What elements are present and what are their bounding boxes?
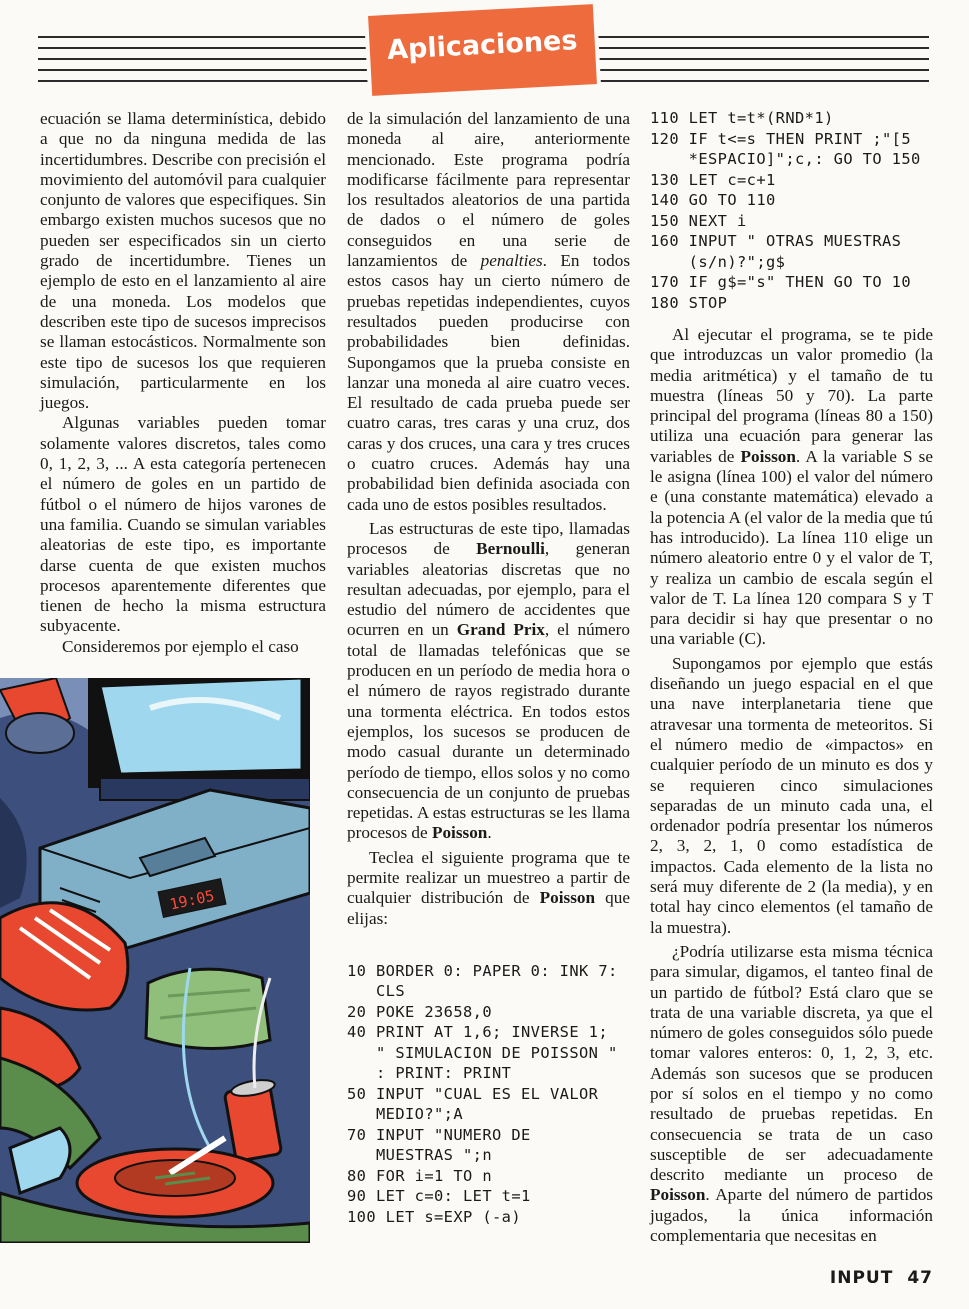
keyword: Poisson	[740, 446, 796, 466]
keyword: Poisson	[539, 888, 596, 908]
page-footer	[830, 1268, 933, 1288]
clock-digits: 19:05	[168, 886, 216, 914]
paragraph: ecuación se llama determinística, debido a que no da ninguna medida de las incertidumbres. Describe con precisión el movimiento del automóvil para cualquier conjunto de valores que especifiques. Sin embargo existen muchos sucesos que no pueden ser especificados sin un cierto grado de incertidumbre. Tienes un ejemplo de esto en el lanzamiento al aire de una moneda. Los modelos que describen este tipo de sucesos imprecisos se llaman estocásticos. Normalmente son este tipo de sucesos los que requieren simulación, particularmente en los juegos.	[40, 109, 326, 413]
keyword: Poisson	[431, 823, 488, 843]
paragraph: Algunas variables pueden tomar solamente valores discretos, tales como 0, 1, 2, 3, ... A esta categoría pertenecen el número de goles en un partido de fútbol o el número de hijos varones de una familia. Cuando se simulan variables aleatorias de este tipo, es importante darse cuenta de que existen muchos procesos aparentemente diferentes que tienen de hecho la misma estructura subyacente.	[40, 413, 326, 636]
keyword: Bernoulli	[476, 539, 545, 559]
paragraph: Al ejecutar el programa, se te pide que introduzcas un valor promedio (la media aritmética) y el tamaño de tu muestra (líneas 50 y 70). La parte principal del programa (líneas 80 a 150) utiliza una ecuación para generar las variables de Poisson. A la variable S se le asigna (línea 100) el valor del número e (una constante matemática) elevado a la potencia A (el valor de la media que tú has introducido). La línea 110 elige un número aleatorio entre 0 y el valor de T, y realiza un cambio de escala según el valor de T. La línea 120 compara S y T para decidir si hay que presentar o no una variable (C).	[650, 325, 933, 649]
basic-program-listing: 10 BORDER 0: PAPER 0: INK 7: CLS 20 POKE 23658,0 40 PRINT AT 1,6; INVERSE 1; " SIMULACION DE POISSON " : PRINT: PRINT 50 INPUT "CUAL ES EL VALOR MEDIO?";A 70 INPUT "NUMERO DE MUESTRAS ";n 80 FOR i=1 TO n 90 LET c=0: LET t=1 100 LET s=EXP (-a)	[347, 961, 618, 1226]
column-2	[347, 109, 630, 1227]
keyword: Poisson	[650, 1185, 706, 1205]
paragraph: Supongamos por ejemplo que estás diseñando un juego espacial en el que una nave interplanetaria tiene que atravesar una tormenta de meteoritos. Si el número medio de «impactos» en cualquier período de un minuto es dos y se requieren cinco simulaciones separadas de un minuto cada una, el ordenador podría presentar los números 2, 3, 2, 1, 0 como estadística de impactos. Cada elemento de la lista no será muy diferente de 2 (la media), y en total hay cinco elementos (el tamaño de la muestra).	[650, 653, 933, 937]
section-banner	[368, 4, 597, 96]
cartoon-illustration	[0, 678, 310, 1243]
section-title: Aplicaciones	[386, 25, 579, 66]
column-3	[650, 108, 933, 1246]
page-number: 47	[907, 1268, 933, 1288]
tv-screen	[100, 678, 302, 774]
paragraph: Las estructuras de este tipo, llamadas procesos de Bernoulli, generan variables aleatorias discretas que no resultan adecuadas, por ejemplo, para el estudio del número de accidentes que ocurren en un Grand Prix, el número total de llamadas telefónicas que se producen en un período de media hora o el número de rayos registrado durante una tormenta eléctrica. En todos estos ejemplos, los sucesos se producen de modo casual durante un determinado período de tiempo, ellos solos y no como consecuencia de un conjunto de pruebas repetidas. A estas estructuras se les llama procesos de Poisson.	[347, 518, 630, 843]
paragraph: de la simulación del lanzamiento de una moneda al aire, anteriormente mencionado. Este programa podría modificarse fácilmente para representar los resultados aleatorios de una partida de dados o el número de goles conseguidos en una serie de lanzamientos de penalties. En todos estos casos hay un cierto número de pruebas repetidas independientes, cuyos resultados pueden producirse con probabilidades bien definidas. Supongamos que la prueba consiste en lanzar una moneda al aire cuatro veces. El resultado de cada prueba puede ser cuatro caras, tres caras y una cruz, dos caras y dos cruces, una cara y tres cruces o cuatro cruces. Además hay una probabilidad bien definida asociada con cada uno de estos posibles resultados.	[347, 109, 631, 514]
paragraph: Consideremos por ejemplo el caso	[62, 636, 299, 656]
keyword: Grand Prix	[456, 620, 545, 640]
paragraph: Teclea el siguiente programa que te permite realizar un muestreo a partir de cualquier distribución de Poisson que elijas:	[347, 847, 630, 928]
column-1	[40, 109, 326, 657]
paragraph: ¿Podría utilizarse esta misma técnica para simular, digamos, el tanteo final de un partido de fútbol? Está claro que se trata de una variable discreta, ya que el número de goles conseguidos sólo puede tomar valores enteros: 0, 1, 2, 3, etc. Además son sucesos que se producen por sí solos en el tiempo y no como resultado de pruebas repetidas. En consecuencia se trata de un caso susceptible de ser adecuadamente descrito mediante un proceso de Poisson. Aparte del número de partidos jugados, la única información complementaria que necesitas en	[650, 941, 933, 1246]
basic-program-listing: 110 LET t=t*(RND*1) 120 IF t<=s THEN PRINT ;"[5 *ESPACIO]";c,: GO TO 150 130 LET c=c+1 140 GO TO 110 150 NEXT i 160 INPUT " OTRAS MUESTRAS (s/n)?";g$ 170 IF g$="s" THEN GO TO 10 180 STOP	[650, 109, 921, 312]
room-scene-drawing	[0, 678, 310, 1243]
magazine-name: INPUT	[829, 1268, 894, 1288]
